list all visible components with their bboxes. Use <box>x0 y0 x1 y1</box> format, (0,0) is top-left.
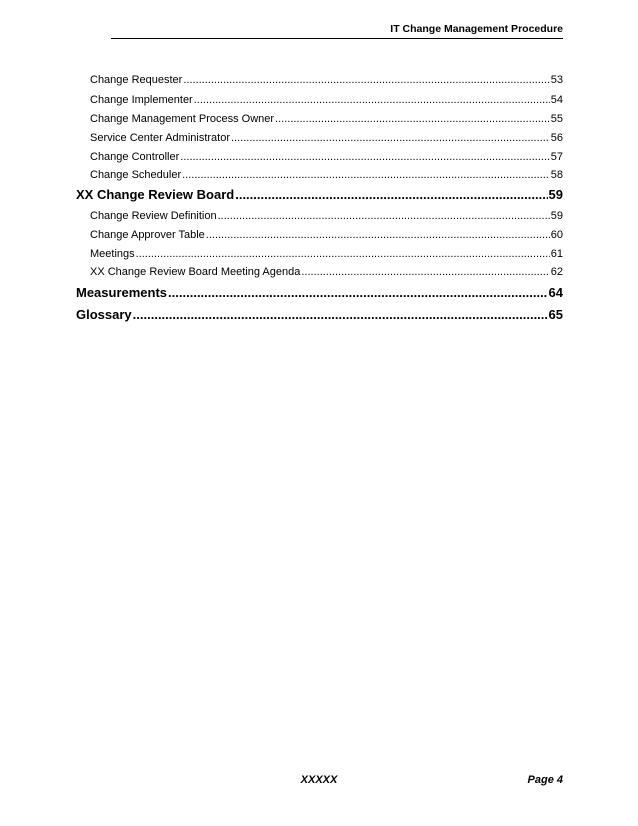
toc-section-page: 59 <box>548 187 563 202</box>
toc-dot-leader <box>194 94 550 106</box>
toc-entry-label: Change Requester <box>90 74 183 86</box>
toc-dot-leader <box>231 132 550 144</box>
toc-entry-page: 61 <box>550 248 563 260</box>
toc-entry[interactable] <box>90 229 563 241</box>
toc-section-label: XX Change Review Board <box>76 187 235 202</box>
toc-entry-page: 57 <box>550 151 563 163</box>
toc-entry-label: Change Scheduler <box>90 169 182 181</box>
toc-dot-leader <box>133 307 548 322</box>
toc-entry-label: Change Review Definition <box>90 210 217 222</box>
toc-entry[interactable] <box>90 210 563 222</box>
footer-center-text: XXXXX <box>300 774 338 786</box>
toc-dot-leader <box>182 169 550 181</box>
toc-entry-page: 53 <box>550 74 563 86</box>
footer-page-number: Page 4 <box>527 774 563 786</box>
toc-entry[interactable] <box>90 94 563 106</box>
toc-entry-page: 60 <box>550 229 563 241</box>
toc-entry[interactable] <box>90 169 563 181</box>
toc-dot-leader <box>275 113 550 125</box>
toc-dot-leader <box>136 248 550 260</box>
toc-section-label: Measurements <box>76 285 168 300</box>
toc-entry-page: 56 <box>550 132 563 144</box>
toc-entry-page: 55 <box>550 113 563 125</box>
toc-dot-leader <box>180 151 549 163</box>
toc-entry[interactable] <box>90 113 563 125</box>
toc-section-page: 65 <box>548 307 563 322</box>
header-title: IT Change Management Procedure <box>390 23 563 35</box>
toc-dot-leader <box>301 266 549 278</box>
toc-entry[interactable] <box>90 132 563 144</box>
toc-entry[interactable] <box>90 74 563 86</box>
toc-section-label: Glossary <box>76 307 132 322</box>
toc-entry-page: 54 <box>550 94 563 106</box>
toc-entry[interactable] <box>90 266 563 278</box>
toc-dot-leader <box>235 187 547 202</box>
toc-entry-label: Change Controller <box>90 151 180 163</box>
toc-entry-label: Change Approver Table <box>90 229 205 241</box>
toc-dot-leader <box>206 229 550 241</box>
running-header <box>111 22 563 39</box>
toc-entry-page: 58 <box>550 169 563 181</box>
toc-section-entry[interactable] <box>76 285 563 300</box>
toc-entry[interactable] <box>90 151 563 163</box>
toc-dot-leader <box>183 74 549 86</box>
toc-section-entry[interactable] <box>76 307 563 322</box>
toc-entry-page: 59 <box>550 210 563 222</box>
toc-entry-page: 62 <box>550 266 563 278</box>
toc-entry-label: Change Implementer <box>90 94 193 106</box>
toc-dot-leader <box>218 210 550 222</box>
toc-section-entry[interactable] <box>76 187 563 202</box>
toc-dot-leader <box>168 285 547 300</box>
toc-entry-label: XX Change Review Board Meeting Agenda <box>90 266 301 278</box>
toc-entry[interactable] <box>90 248 563 260</box>
toc-section-page: 64 <box>548 285 563 300</box>
toc-entry-label: Change Management Process Owner <box>90 113 275 125</box>
toc-entry-label: Service Center Administrator <box>90 132 230 144</box>
toc-entry-label: Meetings <box>90 248 135 260</box>
